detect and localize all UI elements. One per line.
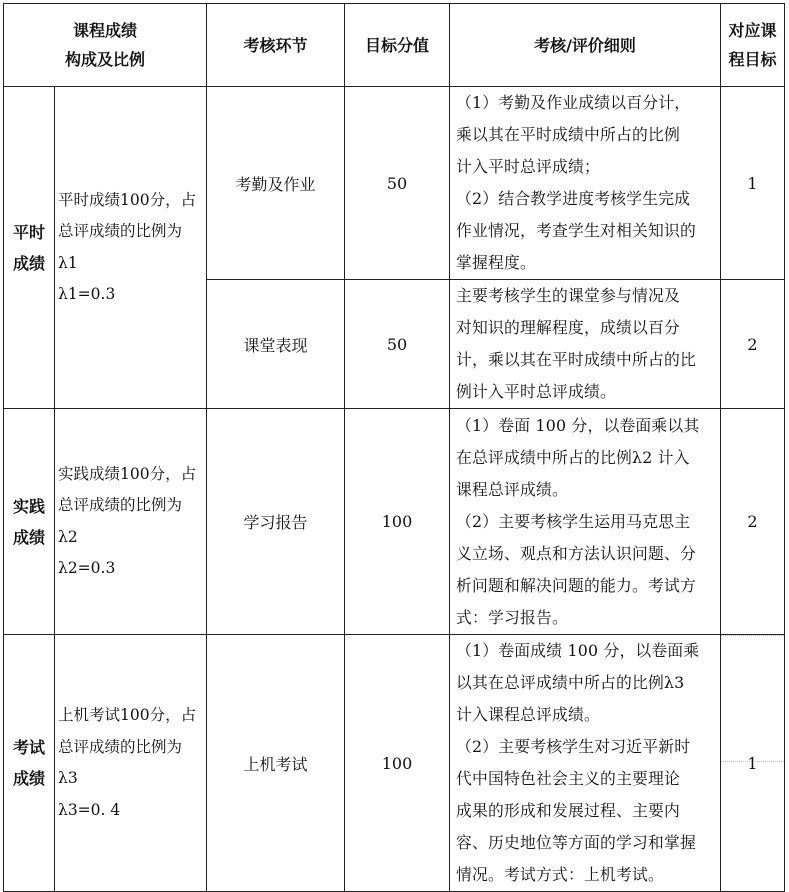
ratio-line: 总评成绩的比例为 xyxy=(58,737,183,756)
divider xyxy=(721,761,784,762)
assessment-link-cell: 考勤及作业 xyxy=(207,87,345,280)
objective-cell: 2 xyxy=(721,409,785,635)
detail-line: 容、历史地位等方面的学习和掌握 xyxy=(456,833,696,852)
header-composition-line1: 课程成绩 xyxy=(73,21,138,40)
detail-line: （1）卷面 100 分，以卷面乘以其 xyxy=(456,415,700,435)
target-score-cell: 100 xyxy=(345,635,450,892)
table-row xyxy=(4,635,785,892)
target-score-cell: 100 xyxy=(345,409,450,635)
ratio-line: 平时成绩100分，占 xyxy=(58,190,197,209)
assessment-link-cell: 学习报告 xyxy=(207,409,345,635)
detail-cell xyxy=(450,87,721,280)
detail-line: （2）主要考核学生运用马克思主 xyxy=(456,511,691,531)
detail-line: 情况。考试方式：上机考试。 xyxy=(456,865,664,884)
table-row xyxy=(4,87,785,280)
ratio-description-cell xyxy=(55,87,207,409)
header-objective-line2: 程目标 xyxy=(728,50,777,69)
detail-line: 作业情况，考查学生对相关知识的 xyxy=(456,221,696,240)
category-cell xyxy=(4,635,55,892)
header-row xyxy=(4,4,785,87)
ratio-description-cell xyxy=(55,409,207,635)
detail-line: 以其在总评成绩中所占的比例λ3 xyxy=(456,673,685,692)
divider xyxy=(721,635,784,636)
detail-line: 成果的形成和发展过程、主要内 xyxy=(456,801,680,820)
ratio-line: 总评成绩的比例为 xyxy=(58,496,183,514)
header-link: 考核环节 xyxy=(207,4,345,87)
category-label: 成绩 xyxy=(12,527,45,547)
header-composition-line2: 构成及比例 xyxy=(65,50,146,69)
detail-line: 式：学习报告。 xyxy=(456,607,568,627)
assessment-link-cell: 课堂表现 xyxy=(207,280,345,409)
detail-line: 在总评成绩中所占的比例λ2 计入 xyxy=(456,447,690,467)
category-label: 成绩 xyxy=(12,253,45,273)
objective-cell: 1 xyxy=(721,87,785,280)
category-cell xyxy=(4,87,55,409)
ratio-description-cell xyxy=(55,635,207,892)
detail-line: 例计入平时总评成绩。 xyxy=(456,382,616,401)
detail-line: 乘以其在平时成绩中所占的比例 xyxy=(456,125,680,144)
detail-cell xyxy=(450,635,721,892)
target-score-cell: 50 xyxy=(345,87,450,280)
detail-line: （2）主要考核学生对习近平新时 xyxy=(456,737,691,756)
target-score-cell: 50 xyxy=(345,280,450,409)
detail-line: 对知识的理解程度，成绩以百分 xyxy=(456,318,680,337)
ratio-line: λ3 xyxy=(58,769,78,787)
ratio-line: λ1=0.3 xyxy=(58,285,116,303)
ratio-line: λ2=0.3 xyxy=(58,559,116,577)
ratio-line: λ3=0. 4 xyxy=(58,800,121,819)
detail-line: 课程总评成绩。 xyxy=(456,479,568,499)
objective-cell: 2 xyxy=(721,280,785,409)
detail-line: 计，乘以其在平时成绩中所占的比 xyxy=(456,350,696,369)
grade-composition-table xyxy=(3,3,785,892)
detail-line: （1）卷面成绩 100 分，以卷面乘 xyxy=(456,641,700,660)
header-score: 目标分值 xyxy=(345,4,450,87)
header-composition xyxy=(4,4,207,87)
objective-value: 1 xyxy=(747,753,758,773)
header-objective xyxy=(721,4,785,87)
detail-line: 计入课程总评成绩。 xyxy=(456,705,600,724)
detail-line: 义立场、观点和方法认识问题、分 xyxy=(456,543,696,563)
category-cell xyxy=(4,409,55,635)
category-label: 平时 xyxy=(12,222,45,242)
ratio-line: 实践成绩100分，占 xyxy=(58,464,197,483)
category-label: 实践 xyxy=(12,496,45,516)
assessment-link-cell: 上机考试 xyxy=(207,635,345,892)
objective-cell xyxy=(721,635,785,892)
detail-cell xyxy=(450,280,721,409)
category-label: 考试 xyxy=(12,738,45,757)
detail-line: 代中国特色社会主义的主要理论 xyxy=(456,769,680,788)
category-label: 成绩 xyxy=(12,769,45,788)
detail-cell xyxy=(450,409,721,635)
ratio-line: λ1 xyxy=(58,253,78,272)
detail-line: 主要考核学生的课堂参与情况及 xyxy=(456,286,680,305)
detail-line: 析问题和解决问题的能力。考试方 xyxy=(456,575,696,595)
ratio-line: 总评成绩的比例为 xyxy=(58,222,183,240)
header-detail: 考核/评价细则 xyxy=(450,4,721,87)
ratio-line: λ2 xyxy=(58,527,78,546)
detail-line: （1）考勤及作业成绩以百分计， xyxy=(456,93,691,112)
detail-line: 掌握程度。 xyxy=(456,253,537,272)
ratio-line: 上机考试100分，占 xyxy=(58,706,197,724)
table-row xyxy=(4,409,785,635)
detail-line: 计入平时总评成绩； xyxy=(456,157,600,176)
header-objective-line1: 对应课 xyxy=(728,21,777,40)
detail-line: （2）结合教学进度考核学生完成 xyxy=(456,189,691,208)
